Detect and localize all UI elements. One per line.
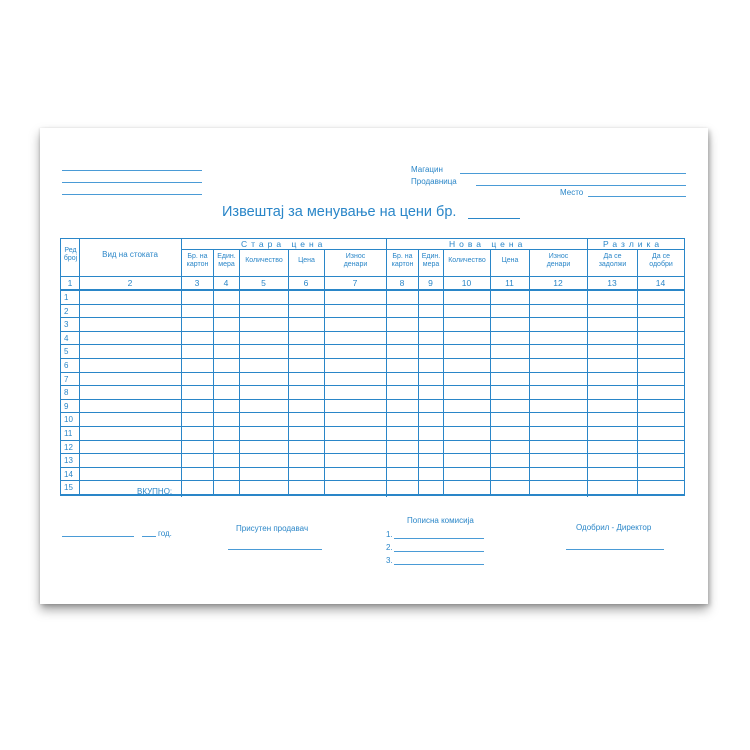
column-number: 4 bbox=[223, 278, 229, 288]
row-divider bbox=[61, 426, 684, 427]
group-razlika: Разлика bbox=[603, 239, 664, 249]
header-cena-new: Цена bbox=[501, 257, 519, 264]
row-number: 9 bbox=[64, 401, 69, 411]
present-seller-line[interactable] bbox=[228, 549, 322, 550]
magacin-label: Магацин bbox=[411, 165, 443, 174]
header-iznos-old: Износ денари bbox=[343, 253, 368, 268]
prodavnica-label: Продавница bbox=[411, 177, 457, 186]
director-signature-line[interactable] bbox=[566, 549, 664, 550]
row-divider bbox=[61, 385, 684, 386]
top-left-line-1 bbox=[62, 170, 202, 171]
prodavnica-field-line[interactable] bbox=[476, 185, 686, 186]
magacin-field-line[interactable] bbox=[460, 173, 686, 174]
row-divider bbox=[61, 344, 684, 345]
form-title: Извештај за менување на цени бр. bbox=[222, 204, 457, 220]
commission-member-1: 1. bbox=[386, 530, 393, 539]
row-divider bbox=[61, 358, 684, 359]
column-number-line-bottom bbox=[61, 289, 684, 291]
commission-member-2-line[interactable] bbox=[394, 551, 484, 552]
row-number: 13 bbox=[64, 456, 73, 466]
director-approved-label: Одобрил - Директор bbox=[576, 523, 652, 532]
header-cena-old: Цена bbox=[298, 257, 315, 264]
header-iznos-new: Износ денари bbox=[546, 253, 571, 268]
top-left-line-3 bbox=[62, 194, 202, 195]
row-divider bbox=[61, 304, 684, 305]
row-number: 8 bbox=[64, 388, 69, 398]
group-stara-cena: Стара цена bbox=[241, 239, 327, 249]
row-divider bbox=[61, 453, 684, 454]
row-number: 5 bbox=[64, 347, 69, 357]
header-vid-na-stokata: Вид на стоката bbox=[102, 250, 158, 259]
column-number: 7 bbox=[352, 278, 358, 288]
column-number: 6 bbox=[303, 278, 309, 288]
group-nova-cena: Нова цена bbox=[449, 239, 527, 249]
commission-member-3: 3. bbox=[386, 556, 393, 565]
date-line[interactable] bbox=[62, 536, 134, 537]
row-divider bbox=[61, 480, 684, 481]
column-number: 8 bbox=[399, 278, 405, 288]
row-number: 2 bbox=[64, 306, 69, 316]
row-divider bbox=[61, 467, 684, 468]
row-number: 3 bbox=[64, 320, 69, 330]
row-number: 6 bbox=[64, 361, 69, 370]
title-number-blank[interactable] bbox=[468, 218, 520, 219]
header-br-karton-new: Бр. на картон bbox=[391, 253, 414, 268]
row-divider bbox=[61, 399, 684, 400]
header-edin-mera-new: Един. мера bbox=[421, 253, 441, 268]
inventory-commission-label: Пописна комисија bbox=[407, 516, 474, 525]
row-number: 15 bbox=[64, 483, 73, 493]
header-da-se-odobri: Да се одобри bbox=[649, 253, 673, 268]
commission-member-2: 2. bbox=[386, 543, 393, 552]
column-number: 9 bbox=[428, 278, 433, 288]
column-number: 11 bbox=[505, 278, 514, 288]
row-number: 4 bbox=[64, 333, 69, 343]
row-divider bbox=[61, 317, 684, 318]
header-red-broj: Ред број bbox=[63, 247, 78, 262]
year-label: год. bbox=[158, 529, 172, 538]
top-left-line-2 bbox=[62, 182, 202, 183]
row-number: 10 bbox=[64, 415, 73, 425]
present-seller-label: Присутен продавач bbox=[236, 524, 309, 533]
row-number: 11 bbox=[64, 429, 73, 438]
column-number: 10 bbox=[461, 278, 472, 288]
price-table bbox=[60, 238, 685, 496]
header-kolichestvo-old: Количество bbox=[245, 257, 283, 264]
price-change-form-sheet bbox=[40, 128, 708, 604]
column-number: 5 bbox=[261, 278, 266, 288]
row-number: 7 bbox=[64, 374, 69, 384]
row-number: 12 bbox=[64, 442, 73, 452]
commission-member-1-line[interactable] bbox=[394, 538, 484, 539]
column-number: 13 bbox=[607, 278, 617, 288]
row-number: 1 bbox=[64, 293, 69, 302]
column-number-line-top bbox=[61, 276, 684, 277]
row-number: 14 bbox=[64, 469, 73, 479]
header-edin-mera-old: Един. мера bbox=[217, 253, 236, 268]
column-number: 12 bbox=[553, 278, 563, 288]
total-label: ВКУПНО: bbox=[137, 487, 173, 496]
mesto-label: Место bbox=[560, 188, 584, 197]
mesto-field-line[interactable] bbox=[588, 196, 686, 197]
row-divider bbox=[61, 331, 684, 332]
row-divider bbox=[61, 412, 684, 413]
column-number: 2 bbox=[127, 278, 133, 288]
year-line[interactable] bbox=[142, 536, 156, 537]
group-header-line bbox=[181, 249, 684, 250]
row-divider bbox=[61, 440, 684, 441]
header-kolichestvo-new: Количество bbox=[448, 257, 486, 264]
column-number: 14 bbox=[655, 278, 666, 288]
commission-member-3-line[interactable] bbox=[394, 564, 484, 565]
header-da-se-zadolzhi: Да се задолжи bbox=[598, 253, 627, 268]
column-number: 3 bbox=[194, 278, 200, 288]
header-br-karton-old: Бр. на картон bbox=[186, 253, 209, 268]
row-divider bbox=[61, 372, 684, 373]
column-number: 1 bbox=[67, 278, 73, 288]
